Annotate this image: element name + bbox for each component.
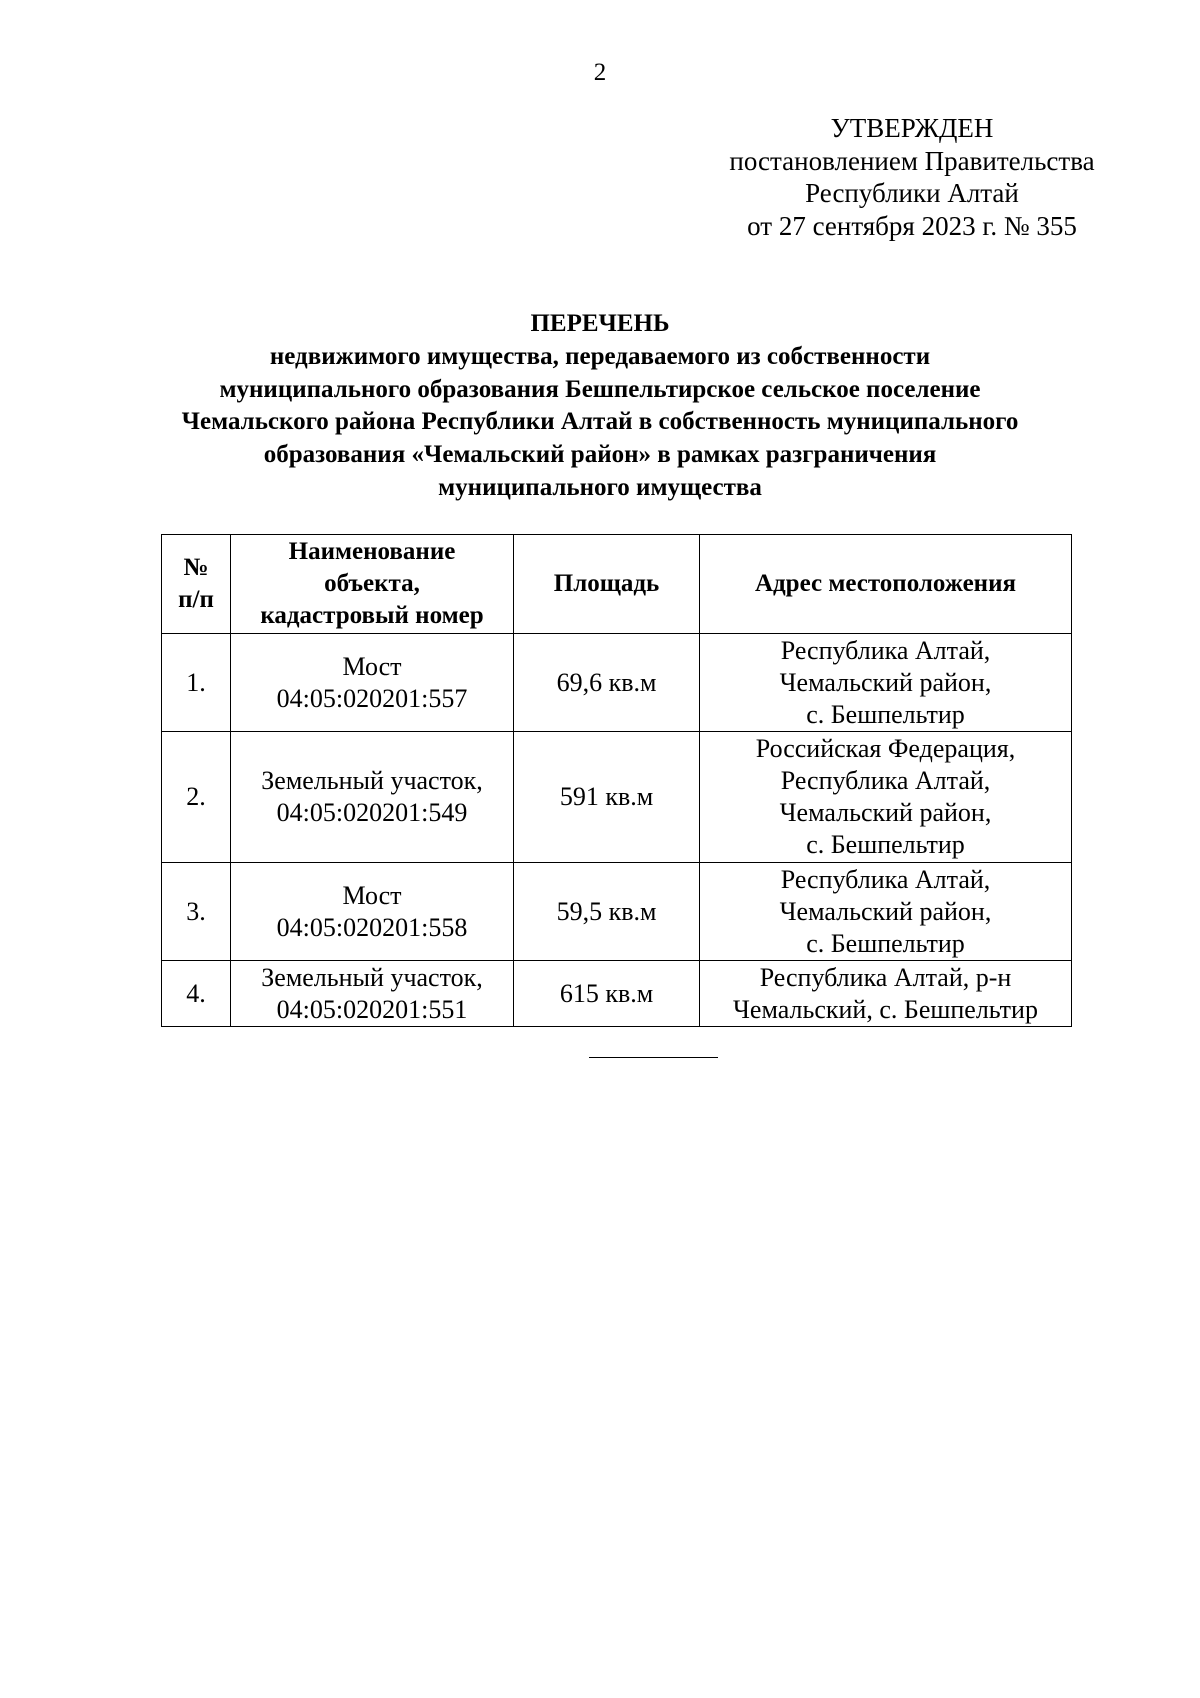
cell-name (231, 634, 514, 732)
cell-cadastral-number: 04:05:020201:558 (276, 912, 468, 942)
cell-name-line: Мост (342, 651, 402, 681)
cell-address-line: Российская Федерация, (755, 734, 1016, 763)
cell-cadastral-number: 04:05:020201:551 (276, 994, 468, 1024)
table-row (162, 961, 1072, 1027)
cell-area: 591 кв.м (514, 732, 700, 863)
header-area (514, 535, 700, 634)
cell-number: 2. (162, 732, 231, 863)
approval-heading: УТВЕРЖДЕН (830, 113, 994, 143)
cell-name (231, 732, 514, 863)
cell-address-line: Республика Алтай, (780, 864, 991, 894)
cell-address (700, 732, 1072, 863)
header-name-line: объекта, (324, 570, 420, 597)
header-area-line: Площадь (553, 570, 660, 597)
table-row (162, 863, 1072, 961)
cell-address-line: Республика Алтай, (780, 635, 991, 665)
cell-name-line: Земельный участок, (261, 962, 483, 992)
title-line: образования «Чемальский район» в рамках разграничения (263, 441, 937, 469)
title-line: недвижимого имущества, передаваемого из собственности (269, 342, 931, 370)
title-line: муниципального имущества (438, 473, 762, 501)
title-line: Чемальского района Республики Алтай в собственность муниципального (181, 408, 1019, 436)
title-line: муниципального образования Бешпельтирское сельское поселение (219, 375, 981, 403)
cell-address-line: Чемальский район, (779, 667, 992, 697)
approval-line: Республики Алтай (805, 178, 1019, 208)
cell-number: 3. (162, 863, 231, 961)
cell-address-line: Республика Алтай, р-н (759, 962, 1012, 992)
table-row (162, 634, 1072, 732)
cell-name-line: Земельный участок, (261, 766, 483, 795)
header-number-line: п/п (178, 586, 214, 613)
cell-area: 59,5 кв.м (514, 863, 700, 961)
cell-address-line: Чемальский, с. Бешпельтир (733, 994, 1038, 1024)
cell-area: 615 кв.м (514, 961, 700, 1027)
cell-address-line: с. Бешпельтир (806, 928, 965, 958)
cell-address (700, 634, 1072, 732)
cell-number: 1. (162, 634, 231, 732)
table-header-row (162, 535, 1072, 634)
cell-address-line: Чемальский район, (779, 896, 992, 926)
end-of-document-rule (589, 1057, 718, 1058)
cell-address-line: с. Бешпельтир (806, 699, 965, 729)
cell-address (700, 863, 1072, 961)
page-number: 2 (593, 59, 607, 86)
document-title (0, 308, 1200, 505)
approval-line: постановлением Правительства (729, 145, 1095, 176)
header-number-line: № (183, 554, 209, 581)
cell-name (231, 863, 514, 961)
approval-date-number: от 27 сентября 2023 г. № 355 (747, 210, 1077, 241)
header-name (231, 535, 514, 634)
title-heading: ПЕРЕЧЕНЬ (530, 310, 670, 337)
cell-cadastral-number: 04:05:020201:549 (276, 798, 468, 827)
cell-cadastral-number: 04:05:020201:557 (276, 683, 468, 713)
table-row (162, 732, 1072, 863)
cell-address (700, 961, 1072, 1027)
cell-address-line: Чемальский район, (779, 798, 992, 827)
cell-name (231, 961, 514, 1027)
cell-address-line: с. Бешпельтир (806, 830, 965, 859)
cell-address-line: Республика Алтай, (780, 766, 991, 795)
approval-stamp-block (712, 112, 1112, 242)
property-list-table (161, 534, 1072, 1027)
header-name-line: Наименование (288, 538, 456, 565)
cell-name-line: Мост (342, 880, 402, 910)
header-name-line: кадастровый номер (260, 602, 484, 629)
cell-area: 69,6 кв.м (514, 634, 700, 732)
header-address-line: Адрес местоположения (754, 570, 1017, 597)
header-address (700, 535, 1072, 634)
cell-number: 4. (162, 961, 231, 1027)
header-number (162, 535, 231, 634)
